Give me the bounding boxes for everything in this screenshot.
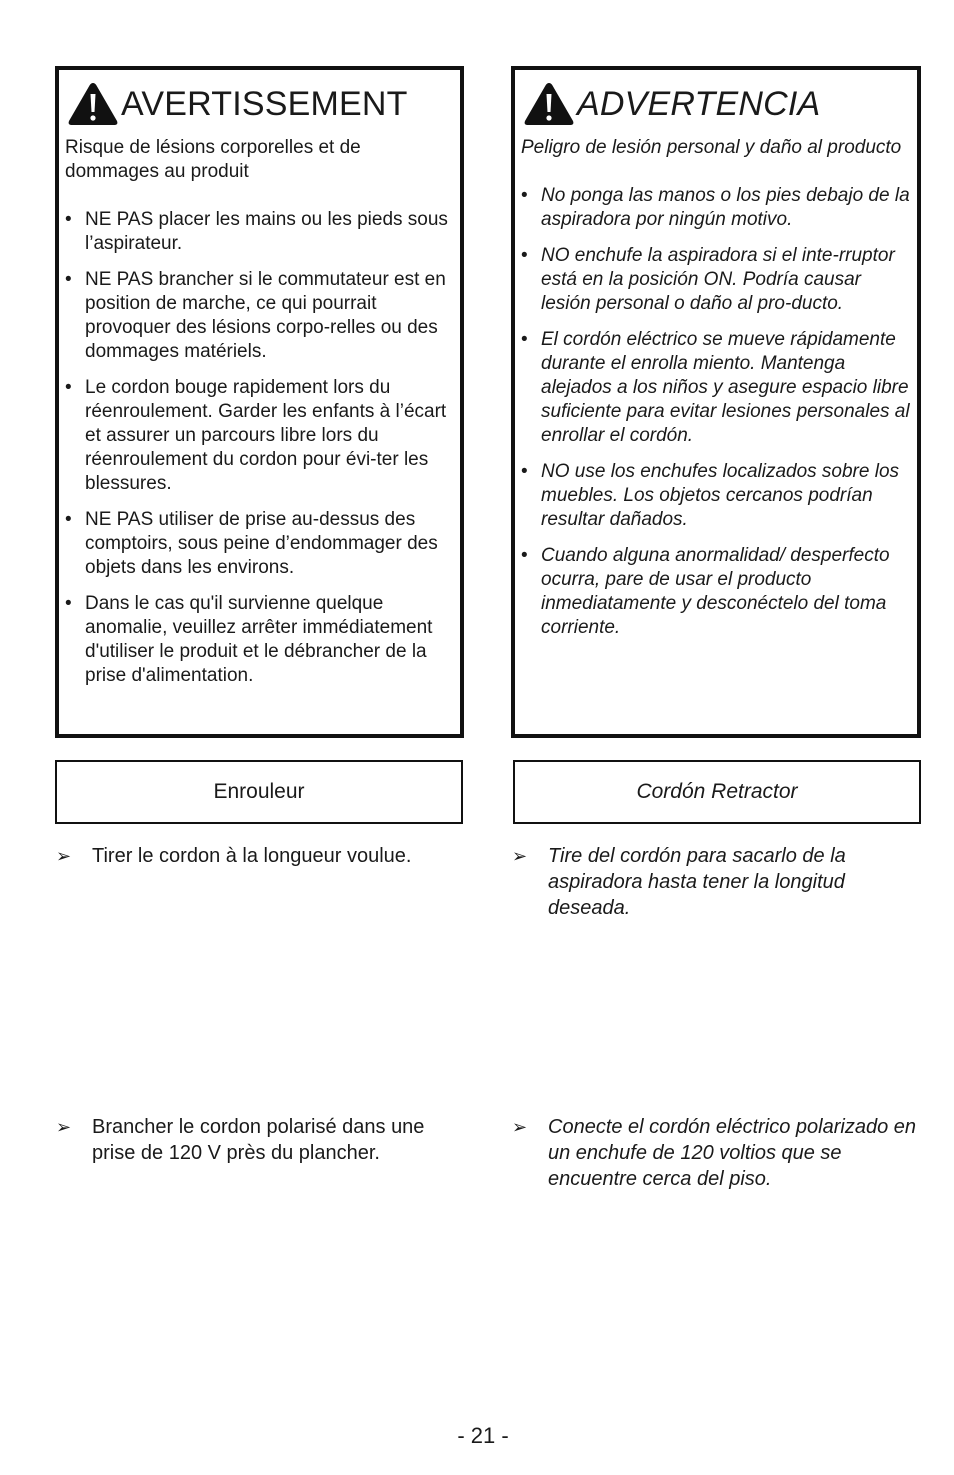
french-step-2 (56, 1114, 466, 1166)
french-warning-title: AVERTISSEMENT (121, 84, 408, 123)
french-warning-header (67, 76, 454, 132)
arrow-bullet-icon: ➢ (512, 1117, 528, 1137)
list-item: • No ponga las manos o los pies debajo de la aspiradora por ningún motivo. (519, 184, 911, 232)
page-number: - 21 - (457, 1423, 509, 1448)
arrow-bullet-icon: ➢ (512, 846, 528, 866)
step-text: Brancher le cordon polarisé dans une prise de 120 V près du plancher. (92, 1116, 425, 1164)
spanish-warning-title: ADVERTENCIA (577, 84, 821, 123)
spanish-step-2 (512, 1114, 922, 1192)
list-item: • Le cordon bouge rapidement lors du réenroulement. Garder les enfants à l’écart et assurer un parcours libre lors du réenroulement du cordon pour évi-ter les blessures. (63, 376, 454, 496)
list-item: • NE PAS brancher si le commutateur est en position de marche, ce qui pourrait provoquer des lésions corpo-relles ou des dommages matériels. (63, 268, 454, 364)
spanish-warning-header (523, 76, 911, 132)
list-item: • NE PAS utiliser de prise au-dessus des comptoirs, sous peine d’endommager des objets dans les environs. (63, 508, 454, 580)
list-item: • Dans le cas qu'il survienne quelque anomalie, veuillez arrêter immédiatement d'utiliser le produit et le débrancher de la prise d'alimentation. (63, 592, 454, 688)
spanish-warning-box (511, 66, 921, 738)
spanish-section-title: Cordón Retractor (513, 760, 921, 824)
list-item: • Cuando alguna anormalidad/ desperfecto ocurra, pare de usar el producto inmediatamente y desconéctelo del toma corriente. (519, 544, 911, 640)
list-item: • NO use los enchufes localizados sobre los muebles. Los objetos cercanos podrían resultar dañados. (519, 460, 911, 532)
list-item: • NO enchufe la aspiradora si el inte-rruptor está en la posición ON. Podría causar lesión personal o daño al pro-ducto. (519, 244, 911, 316)
arrow-bullet-icon: ➢ (56, 1117, 72, 1137)
arrow-bullet-icon: ➢ (56, 846, 72, 866)
spanish-warning-subtitle: Peligro de lesión personal y daño al producto (521, 137, 902, 158)
list-item: • El cordón eléctrico se mueve rápidamente durante el enrolla miento. Mantenga alejados a los niños y asegure espacio libre suficiente para evitar lesiones personales al enrollar el cordón. (519, 328, 911, 448)
warning-triangle-icon (523, 81, 575, 127)
french-section-title: Enrouleur (55, 760, 463, 824)
french-warning-box (55, 66, 464, 738)
spanish-step-1 (512, 843, 922, 921)
french-warning-list (63, 208, 454, 688)
french-step-1 (56, 843, 466, 869)
spanish-warning-list (519, 184, 911, 640)
list-item: • NE PAS placer les mains ou les pieds sous l’aspirateur. (63, 208, 454, 256)
step-text: Tire del cordón para sacarlo de la aspiradora hasta tener la longitud deseada. (548, 845, 846, 919)
warning-triangle-icon (67, 81, 119, 127)
step-text: Conecte el cordón eléctrico polarizado en un enchufe de 120 voltios que se encuentre cerca del piso. (548, 1116, 916, 1190)
french-warning-subtitle: Risque de lésions corporelles et de dommages au produit (65, 137, 361, 182)
step-text: Tirer le cordon à la longueur voulue. (92, 845, 412, 867)
